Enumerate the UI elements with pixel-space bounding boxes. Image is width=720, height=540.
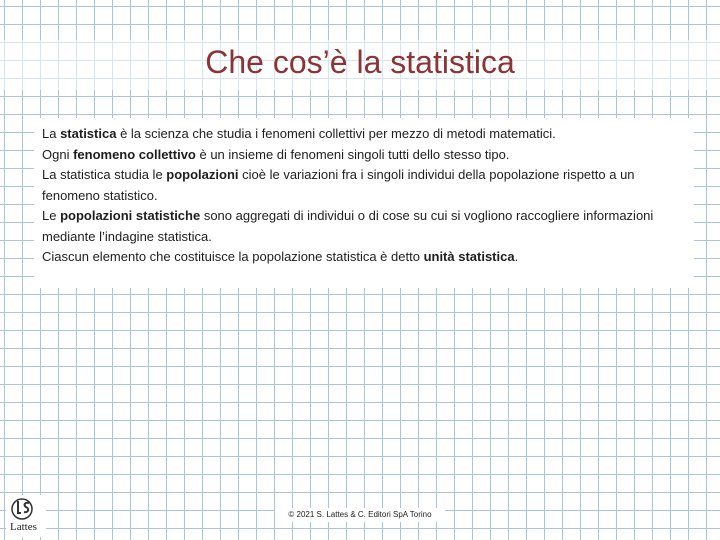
text-run: . <box>514 249 519 264</box>
paragraph <box>42 165 694 206</box>
copyright-footer: © 2021 S. Lattes & C. Editori SpA Torino <box>275 508 445 522</box>
text-run: sono aggregati di individui o di cose su cui si vogliono raccogliere informazioni mediante l’indagine statistica. <box>42 208 654 244</box>
text-run: La statistica studia le <box>42 167 167 182</box>
text-run: è un insieme di fenomeni singoli tutti dello stesso tipo. <box>195 146 510 162</box>
bold-term: popolazioni statistiche <box>60 208 201 223</box>
bold-term: unità statistica <box>423 249 515 264</box>
body-text <box>34 118 694 268</box>
paragraph <box>42 247 694 268</box>
text-run: Le <box>42 208 61 223</box>
text-run: cioè le variazioni fra i singoli individui della popolazione rispetto a un fenomeno statistico. <box>42 167 635 203</box>
paragraph <box>42 124 694 145</box>
logo-text: Lattes <box>10 521 37 533</box>
text-run: è la scienza che studia i fenomeni collettivi per mezzo di metodi matematici. <box>116 126 556 141</box>
bold-term: popolazioni <box>166 167 239 182</box>
paragraph <box>42 145 694 166</box>
content-box <box>34 118 694 288</box>
paragraph <box>42 206 694 247</box>
text-run: Ciascun elemento che costituisce la popolazione statistica è detto <box>42 249 424 264</box>
bold-term: fenomeno collettivo <box>73 146 196 162</box>
bold-term: statistica <box>60 126 117 141</box>
text-run: La <box>42 126 61 141</box>
text-run: Ogni <box>42 146 74 162</box>
slide-title: Che cos’è la statistica <box>205 44 515 80</box>
